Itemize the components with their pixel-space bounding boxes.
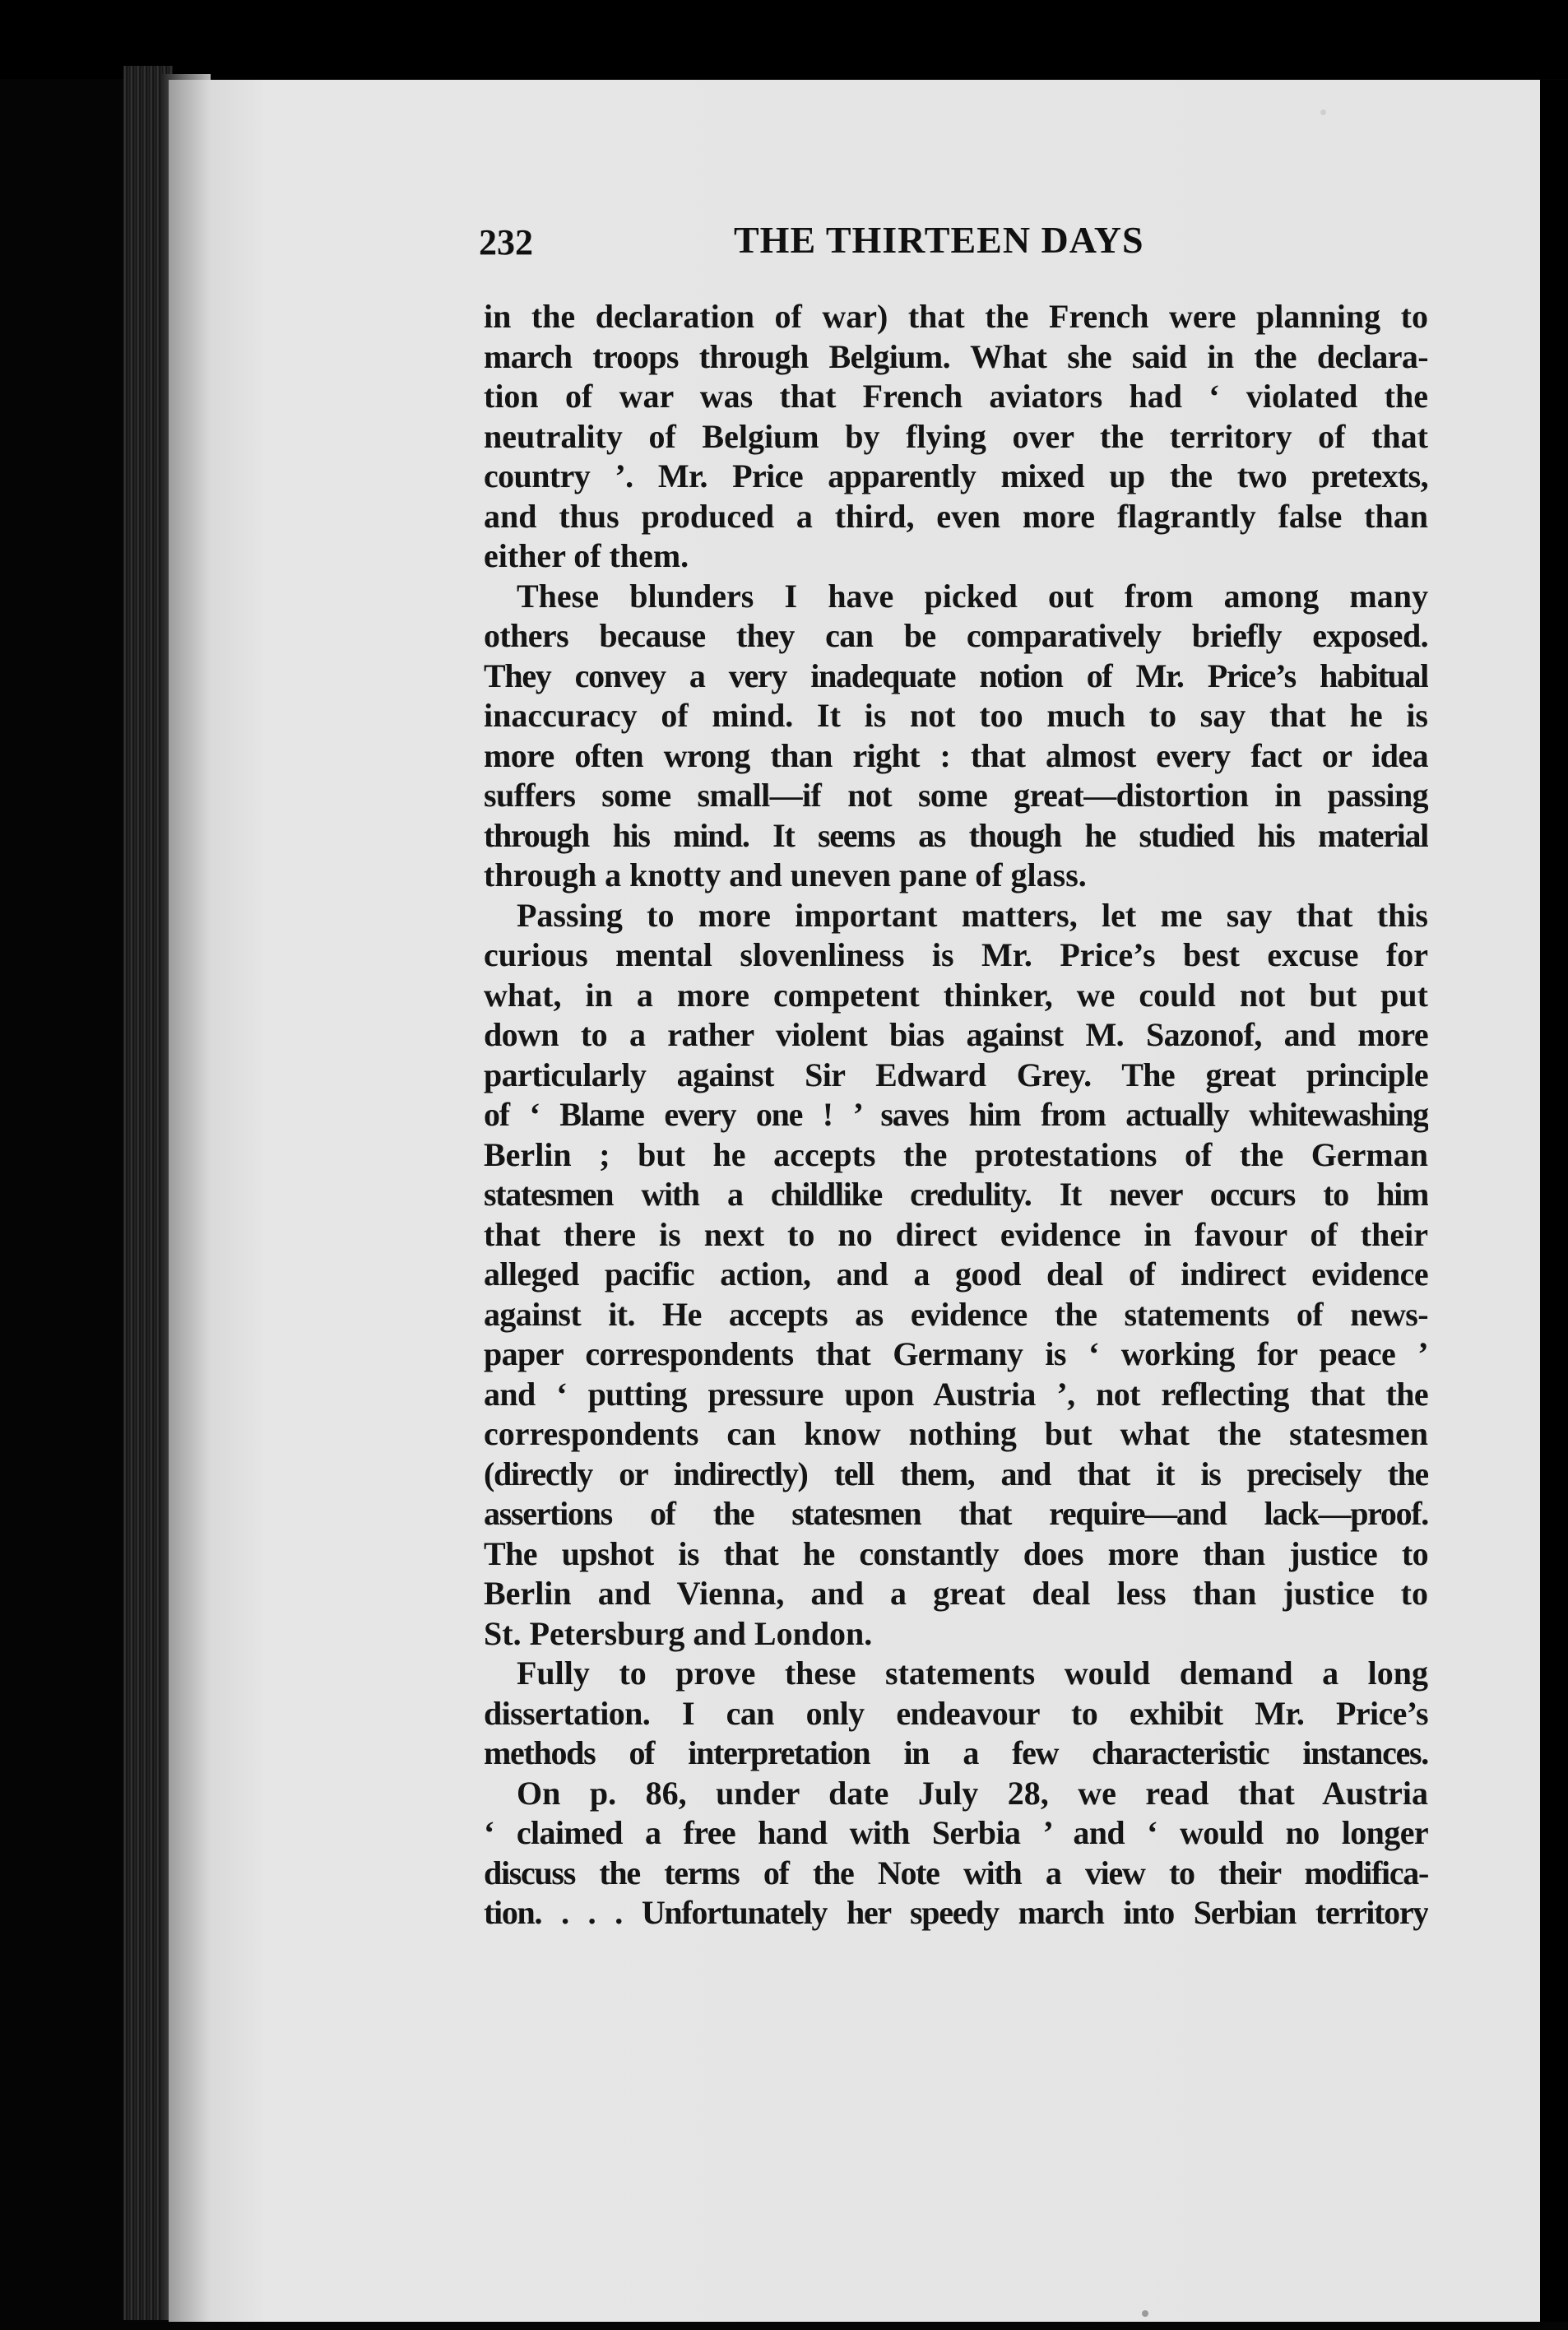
text-line: paper correspondents that Germany is ‘ working for peace ’ <box>484 1335 1428 1372</box>
text-line: The upshot is that he constantly does more than justice to <box>484 1534 1428 1572</box>
text-line: particularly against Sir Edward Grey. The great principle <box>484 1056 1428 1093</box>
dust-speck <box>1142 2310 1148 2317</box>
text-line: Fully to prove these statements would demand a long <box>517 1655 1428 1692</box>
text-line: Berlin and Vienna, and a great deal less than justice to <box>484 1575 1428 1612</box>
text-line: St. Petersburg and London. <box>484 1614 873 1652</box>
text-line: neutrality of Belgium by flying over the territory of that <box>484 417 1428 455</box>
text-line: On p. 86, under date July 28, we read that Austria <box>517 1774 1428 1812</box>
text-line: country ’. Mr. Price apparently mixed up the two pretexts, <box>484 457 1428 494</box>
text-line: more often wrong than right : that almost every fact or idea <box>484 736 1428 774</box>
scan-right-border <box>1540 80 1568 2322</box>
text-line: These blunders I have picked out from among many <box>517 577 1428 615</box>
body-text <box>484 297 1428 1933</box>
text-line: (directly or indirectly) tell them, and that it is precisely the <box>484 1455 1428 1492</box>
text-line: and thus produced a third, even more flagrantly false than <box>484 497 1428 535</box>
text-line: alleged pacific action, and a good deal of indirect evidence <box>484 1256 1428 1293</box>
text-line: suffers some small—if not some great—distortion in passing <box>484 777 1428 814</box>
text-line: They convey a very inadequate notion of Mr. Price’s habitual <box>484 657 1428 694</box>
text-line: through a knotty and uneven pane of glass. <box>484 856 1087 893</box>
text-line: down to a rather violent bias against M. Sazonof, and more <box>484 1016 1428 1053</box>
text-line: what, in a more competent thinker, we could not but put <box>484 976 1428 1014</box>
text-line: others because they can be comparatively briefly exposed. <box>484 617 1428 654</box>
text-line: Berlin ; but he accepts the protestations of the German <box>484 1135 1428 1173</box>
text-line: dissertation. I can only endeavour to exhibit Mr. Price’s <box>484 1694 1428 1732</box>
text-line: statesmen with a childlike credulity. It never occurs to him <box>484 1176 1428 1213</box>
text-line: march troops through Belgium. What she said in the declara- <box>484 337 1428 375</box>
text-line: tion of war was that French aviators had ‘ violated the <box>484 378 1428 415</box>
text-line: discuss the terms of the Note with a view to their modifica- <box>484 1854 1428 1891</box>
text-line: tion. . . . Unfortunately her speedy march into Serbian territory <box>484 1894 1428 1931</box>
dust-speck <box>1320 109 1326 115</box>
running-title: THE THIRTEEN DAYS <box>734 219 1144 261</box>
text-line: that there is next to no direct evidence in favour of their <box>484 1215 1428 1253</box>
text-line: in the declaration of war) that the French were planning to <box>484 298 1428 335</box>
text-line: against it. He accepts as evidence the statements of news- <box>484 1295 1428 1333</box>
text-line: Passing to more important matters, let me say that this <box>517 896 1428 934</box>
text-line: assertions of the statesmen that require—and lack—proof. <box>484 1495 1428 1532</box>
page-number: 232 <box>479 222 533 262</box>
text-line: of ‘ Blame every one ! ’ saves him from actually whitewashing <box>484 1096 1428 1133</box>
scan-top-border <box>0 0 1568 79</box>
page-header <box>479 218 1431 276</box>
text-line: curious mental slovenliness is Mr. Price’s best excuse for <box>484 936 1428 973</box>
text-line: through his mind. It seems as though he studied his material <box>484 816 1428 854</box>
text-line: correspondents can know nothing but what the statesmen <box>484 1415 1428 1452</box>
text-line: methods of interpretation in a few characteristic instances. <box>484 1734 1428 1771</box>
text-line: either of them. <box>484 537 689 574</box>
text-line: and ‘ putting pressure upon Austria ’, not reflecting that the <box>484 1375 1428 1413</box>
text-line: ‘ claimed a free hand with Serbia ’ and ‘ would no longer <box>484 1814 1428 1851</box>
text-line: inaccuracy of mind. It is not too much to say that he is <box>484 697 1428 734</box>
